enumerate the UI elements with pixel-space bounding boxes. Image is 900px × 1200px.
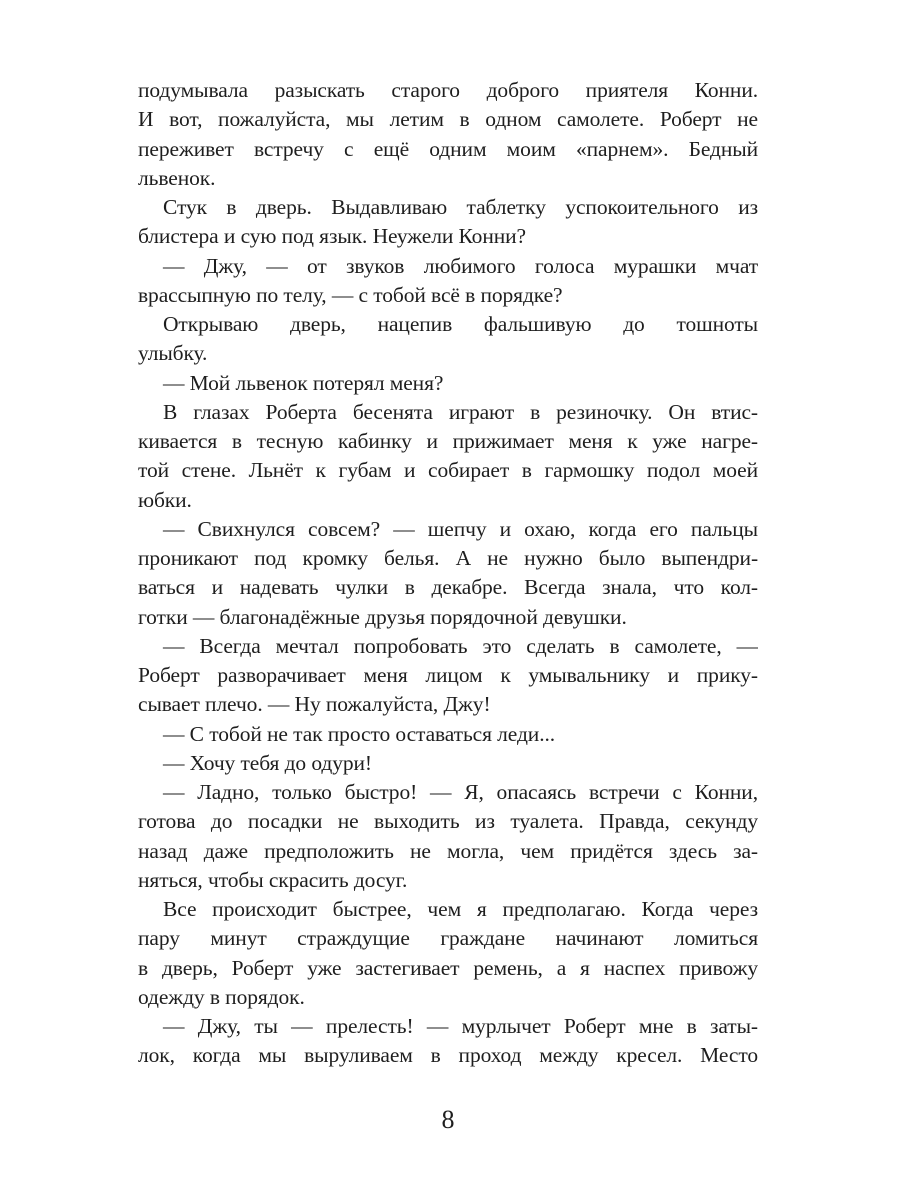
text-line: — Джу, — от звуков любимого голоса мурашки мчат bbox=[163, 253, 758, 278]
text-line: готова до посадки не выходить из туалета. Правда, секунду bbox=[138, 809, 758, 834]
text-line: — Мой львенок потерял меня? bbox=[163, 370, 444, 395]
text-line: лок, когда мы выруливаем в проход между кресел. Место bbox=[138, 1043, 758, 1068]
text-line: врассыпную по телу, — с тобой всё в порядке? bbox=[138, 282, 563, 307]
text-line: сывает плечо. — Ну пожалуйста, Джу! bbox=[138, 692, 491, 717]
text-line: — Хочу тебя до одури! bbox=[163, 750, 372, 775]
text-line: львенок. bbox=[138, 165, 216, 190]
body-text bbox=[138, 76, 758, 1071]
text-line: юбки. bbox=[138, 487, 192, 512]
text-line: проникают под кромку белья. А не нужно было выпендри- bbox=[138, 546, 758, 570]
text-line: блистера и сую под язык. Неужели Конни? bbox=[138, 224, 526, 249]
text-line: той стене. Льнёт к губам и собирает в гармошку подол моей bbox=[138, 458, 758, 483]
text-line: одежду в порядок. bbox=[138, 984, 305, 1009]
text-line: — Свихнулся совсем? — шепчу и охаю, когда его пальцы bbox=[163, 516, 758, 541]
text-line: улыбку. bbox=[138, 341, 208, 366]
text-line: — Ладно, только быстро! — Я, опасаясь встречи с Конни, bbox=[163, 780, 758, 804]
text-line: Стук в дверь. Выдавливаю таблетку успокоительного из bbox=[163, 195, 758, 219]
text-line: в дверь, Роберт уже застегивает ремень, а я наспех привожу bbox=[138, 955, 758, 980]
text-line: — С тобой не так просто оставаться леди... bbox=[163, 721, 556, 746]
text-line: И вот, пожалуйста, мы летим в одном самолете. Роберт не bbox=[138, 107, 758, 132]
text-line: Все происходит быстрее, чем я предполагаю. Когда через bbox=[163, 897, 758, 921]
text-line: назад даже предположить не могла, чем придётся здесь за- bbox=[138, 838, 758, 863]
text-line: — Всегда мечтал попробовать это сделать в самолете, — bbox=[163, 633, 758, 658]
text-line: пару минут страждущие граждане начинают ломиться bbox=[138, 926, 758, 951]
text-line: ваться и надевать чулки в декабре. Всегда знала, что кол- bbox=[138, 575, 758, 600]
text-line: В глазах Роберта бесенята играют в резиночку. Он втис- bbox=[163, 399, 758, 424]
text-line: готки — благонадёжные друзья порядочной девушки. bbox=[138, 604, 627, 629]
text-line: — Джу, ты — прелесть! — мурлычет Роберт мне в заты- bbox=[163, 1014, 758, 1038]
text-line: переживет встречу с ещё одним моим «парнем». Бедный bbox=[138, 136, 758, 161]
page-number: 8 bbox=[441, 1105, 455, 1134]
text-line: кивается в тесную кабинку и прижимает меня к уже нагре- bbox=[138, 429, 758, 453]
text-line: няться, чтобы скрасить досуг. bbox=[138, 867, 408, 892]
text-line: Роберт разворачивает меня лицом к умывальнику и прику- bbox=[138, 663, 758, 687]
text-line: Открываю дверь, нацепив фальшивую до тошноты bbox=[163, 312, 758, 336]
text-line: подумывала разыскать старого доброго приятеля Конни. bbox=[138, 78, 758, 102]
